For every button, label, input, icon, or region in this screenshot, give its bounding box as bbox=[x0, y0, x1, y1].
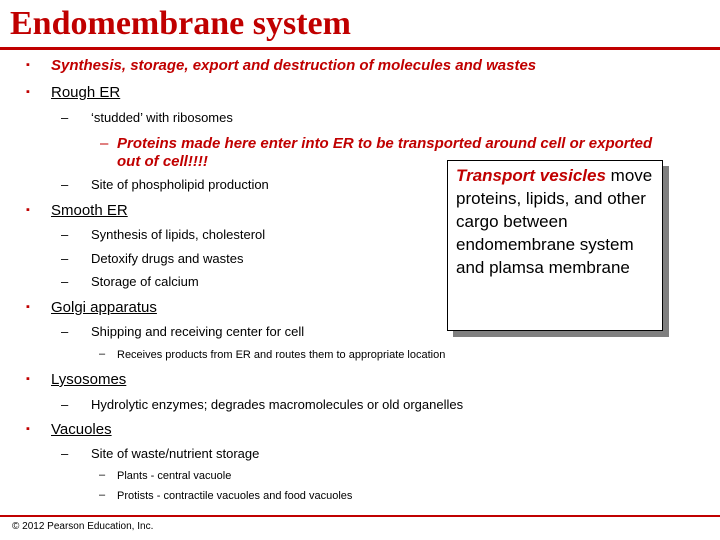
dash-bullet-icon: – bbox=[61, 177, 69, 192]
transport-vesicles-callout bbox=[447, 160, 663, 331]
dash-bullet-icon: – bbox=[61, 227, 69, 242]
bullet-lysosomes-text: Lysosomes bbox=[51, 371, 127, 388]
slide-title: Endomembrane system bbox=[10, 5, 351, 42]
bullet-golgi-text: Golgi apparatus bbox=[51, 299, 157, 316]
dash-bullet-icon: – bbox=[61, 110, 69, 125]
subbullet-lysosomes-hydrolytic-text: Hydrolytic enzymes; degrades macromolecules or old organelles bbox=[91, 397, 464, 412]
bullet-smooth-er-text: Smooth ER bbox=[51, 202, 128, 219]
subbullet-golgi-shipping-text: Shipping and receiving center for cell bbox=[91, 324, 305, 339]
subsubbullet-vacuoles-plants-text: Plants - central vacuole bbox=[117, 470, 232, 482]
subbullet-rough-studded-text: ‘studded’ with ribosomes bbox=[91, 110, 233, 125]
subbullet-rough-proteins-line1: Proteins made here enter into ER to be transported around cell or exported bbox=[117, 135, 653, 152]
subsubbullet-golgi-receives-text: Receives products from ER and routes them to appropriate location bbox=[117, 349, 446, 361]
dash-bullet-icon: – bbox=[61, 324, 69, 339]
subbullet-smooth-calcium-text: Storage of calcium bbox=[91, 274, 199, 289]
bullet-vacuoles-text: Vacuoles bbox=[51, 421, 112, 438]
square-bullet-icon: ▪ bbox=[26, 204, 30, 216]
subsubbullet-vacuoles-protists-text: Protists - contractile vacuoles and food vacuoles bbox=[117, 490, 353, 502]
square-bullet-icon: ▪ bbox=[26, 86, 30, 98]
dash-bullet-icon: – bbox=[61, 251, 69, 266]
dash-bullet-icon: – bbox=[99, 469, 106, 481]
subbullet-smooth-detox-text: Detoxify drugs and wastes bbox=[91, 251, 244, 266]
square-bullet-icon: ▪ bbox=[26, 59, 30, 71]
callout-highlight: Transport vesicles bbox=[456, 166, 606, 185]
callout-body: move proteins, lipids, and other cargo between endomembrane system and plamsa membrane bbox=[456, 166, 653, 277]
subbullet-smooth-synthesis-text: Synthesis of lipids, cholesterol bbox=[91, 227, 266, 242]
copyright-footer: © 2012 Pearson Education, Inc. bbox=[12, 521, 154, 532]
dash-bullet-icon: – bbox=[100, 135, 109, 152]
subbullet-vacuoles-site-text: Site of waste/nutrient storage bbox=[91, 446, 260, 461]
dash-bullet-icon: – bbox=[99, 489, 106, 501]
square-bullet-icon: ▪ bbox=[26, 373, 30, 385]
dash-bullet-icon: – bbox=[99, 348, 106, 360]
dash-bullet-icon: – bbox=[61, 397, 69, 412]
bullet-rough-er-text: Rough ER bbox=[51, 84, 121, 101]
square-bullet-icon: ▪ bbox=[26, 423, 30, 435]
footer-divider bbox=[0, 515, 720, 517]
title-divider bbox=[0, 47, 720, 50]
dash-bullet-icon: – bbox=[61, 446, 69, 461]
subbullet-rough-phospholipid-text: Site of phospholipid production bbox=[91, 177, 269, 192]
square-bullet-icon: ▪ bbox=[26, 301, 30, 313]
bullet-synthesis-text: Synthesis, storage, export and destruction of molecules and wastes bbox=[51, 57, 537, 74]
subbullet-rough-proteins-line2: out of cell!!!! bbox=[117, 153, 208, 170]
dash-bullet-icon: – bbox=[61, 274, 69, 289]
